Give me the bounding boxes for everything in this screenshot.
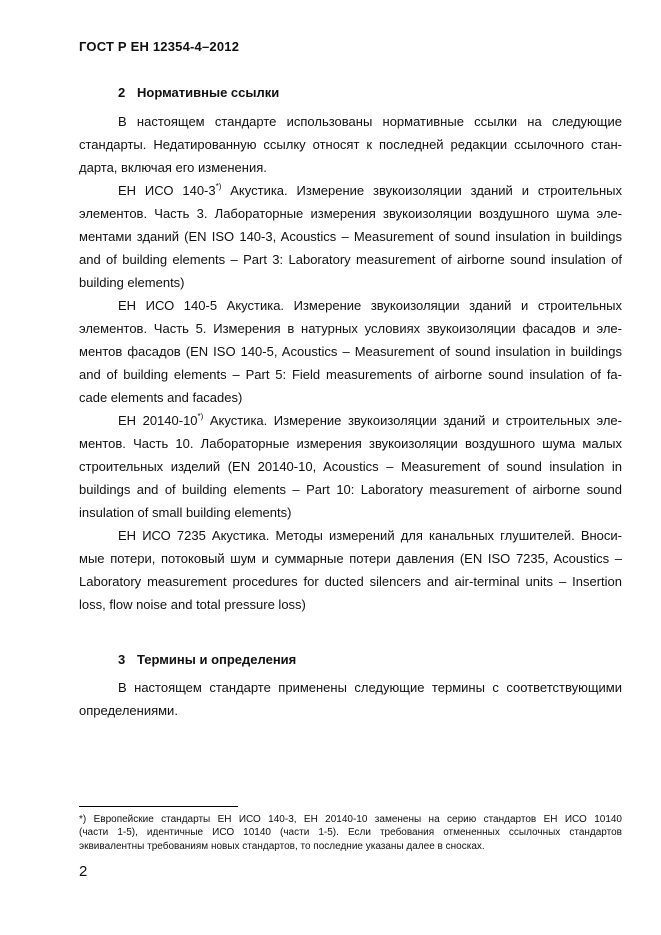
line-text: элементов. Часть 5. Измерения в натурных условиях звукоизоляции фасадов и эле-	[79, 321, 622, 336]
line-text: ЕН ИСО 140-3	[118, 183, 216, 198]
document-header: ГОСТ Р ЕН 12354-4–2012	[79, 39, 240, 54]
text-line	[118, 680, 622, 696]
text-line	[79, 459, 622, 475]
line-text: buildings and of building elements – Part 10: Laboratory measurement of airborne sound	[79, 482, 622, 497]
line-text: стандарты. Недатированную ссылку относят к последней редакции ссылочного стан-	[79, 137, 622, 152]
line-text: ЕН ИСО 7235 Акустика. Методы измерений для канальных глушителей. Вноси-	[118, 528, 622, 543]
line-text: Акустика. Измерение звукоизоляции зданий и строительных эле-	[203, 413, 622, 428]
text-line	[79, 344, 622, 360]
section-number: 2	[118, 85, 126, 100]
text-line	[79, 482, 622, 498]
text-line	[79, 229, 622, 245]
text-line	[118, 114, 622, 130]
page-number: 2	[79, 863, 88, 880]
footnote-separator	[79, 806, 238, 807]
line-text: ментов. Часть 10. Лабораторные измерения звукоизоляции воздушного шума малых	[79, 436, 622, 451]
text-line	[79, 252, 622, 268]
footnote-line: (части 1-5), идентичные ИСО 10140 (части 1-5). Если требования отмененных ссылочных стандартов	[79, 827, 622, 838]
section-title: Термины и определения	[137, 652, 297, 667]
text-line	[79, 137, 622, 153]
text-line	[118, 413, 622, 429]
line-text: loss, flow noise and total pressure loss)	[79, 597, 306, 612]
text-line	[79, 505, 622, 521]
section-3-heading	[118, 652, 296, 667]
line-text: мые потери, потоковый шум и суммарные потери давления (EN ISO 7235, Acoustics –	[79, 551, 622, 566]
text-line	[79, 597, 622, 613]
line-text: Акустика. Измерение звукоизоляции зданий и строительных	[221, 183, 622, 198]
text-line	[79, 275, 622, 291]
line-text: insulation of small building elements)	[79, 505, 292, 520]
footnote-line: эквивалентны требованиям новых стандартов, то последние указаны далее в сносках.	[79, 841, 485, 852]
line-text: ЕН 20140-10	[118, 413, 198, 428]
line-text: дарта, включая его изменения.	[79, 160, 267, 175]
line-text: ментов фасадов (EN ISO 140-5, Acoustics – Measurement of sound insulation in buildings	[79, 344, 622, 359]
line-text: building elements)	[79, 275, 185, 290]
section-title: Нормативные ссылки	[137, 85, 280, 100]
footnote-marker: *)	[197, 413, 204, 421]
text-line	[118, 183, 622, 199]
text-line	[79, 367, 622, 383]
line-text: ЕН ИСО 140-5 Акустика. Измерение звукоизоляции зданий и строительных	[118, 298, 622, 313]
text-line	[79, 206, 622, 222]
footnote-line: *) Европейские стандарты ЕН ИСО 140-3, ЕН 20140-10 заменены на серию стандартов ЕН ИСО 10140	[79, 814, 622, 825]
line-text: Laboratory measurement procedures for ducted silencers and air-terminal units – Insertion	[79, 574, 622, 589]
line-text: В настоящем стандарте использованы нормативные ссылки на следующие	[118, 114, 622, 129]
section-number: 3	[118, 652, 126, 667]
line-text: элементов. Часть 3. Лабораторные измерения звукоизоляции воздушного шума эле-	[79, 206, 622, 221]
line-text: ментами зданий (EN ISO 140-3, Acoustics – Measurement of sound insulation in buildings	[79, 229, 622, 244]
text-line	[118, 298, 622, 314]
line-text: cade elements and facades)	[79, 390, 243, 405]
text-line	[118, 528, 622, 544]
text-line	[79, 160, 622, 176]
section-2-heading	[118, 85, 279, 100]
line-text: В настоящем стандарте применены следующие термины с соответствующими	[118, 680, 622, 695]
text-line	[79, 703, 622, 719]
text-line	[79, 321, 622, 337]
line-text: определениями.	[79, 703, 178, 718]
text-line	[79, 574, 622, 590]
line-text: and of building elements – Part 5: Field measurements of airborne sound insulation of fa-	[79, 367, 622, 382]
text-line	[79, 436, 622, 452]
footnote-marker: *)	[215, 183, 222, 191]
line-text: and of building elements – Part 3: Laboratory measurement of airborne sound insulation of	[79, 252, 622, 267]
text-line	[79, 390, 622, 406]
text-line	[79, 551, 622, 567]
line-text: строительных изделий (EN 20140-10, Acoustics – Measurement of sound insulation in	[79, 459, 622, 474]
